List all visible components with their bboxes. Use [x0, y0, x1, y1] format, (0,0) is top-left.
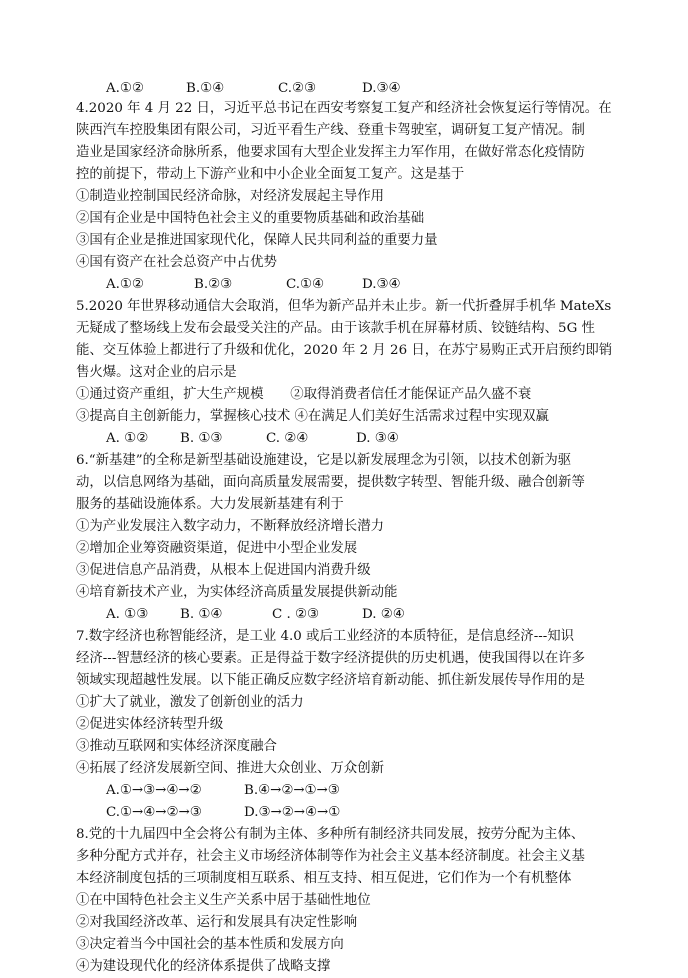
q7-option-b: B.④→②→①→③ — [244, 783, 340, 798]
q4-item: ②国有企业是中国特色社会主义的重要物质基础和政治基础 — [76, 211, 425, 226]
q3-option-a: A.①② — [106, 81, 144, 96]
q6-item: ④培育新技术产业，为实体经济高质量发展提供新动能 — [76, 585, 398, 600]
q4-option-a: A.①② — [106, 277, 144, 292]
q5-stem-line: 能、交互体验上都进行了升级和优化，2020 年 2 月 26 日，在苏宁易购正式开启预约即销 — [76, 343, 613, 358]
q8-item: ③决定着当今中国社会的基本性质和发展方向 — [76, 937, 344, 952]
q7-item: ④拓展了经济发展新空间、推进大众创业、万众创新 — [76, 761, 384, 776]
q6-stem-line: 动，以信息网络为基础，面向高质量发展需要，提供数字转型、智能升级、融合创新等 — [76, 475, 585, 490]
q4-stem-line: 陕西汽车控股集团有限公司，习近平看生产线、登重卡驾驶室，调研复工复产情况。制 — [76, 123, 585, 138]
q6-item: ②增加企业筹资融资渠道，促进中小型企业发展 — [76, 541, 358, 556]
q4-option-c: C.①④ — [286, 277, 325, 292]
q8-item: ④为建设现代化的经济体系提供了战略支撑 — [76, 959, 331, 974]
q4-item: ④国有资产在社会总资产中占优势 — [76, 255, 277, 270]
q5-option-c: C. ②④ — [266, 431, 309, 446]
q6-item: ①为产业发展注入数字动力，不断释放经济增长潜力 — [76, 519, 384, 534]
q7-option-d: D.③→②→④→① — [244, 805, 341, 820]
q8-stem-line: 多种分配方式并存，社会主义市场经济体制等作为社会主义基本经济制度。社会主义基 — [76, 849, 585, 864]
q5-option-b: B. ①③ — [180, 431, 223, 446]
q6-item: ③促进信息产品消费，从根本上促进国内消费升级 — [76, 563, 371, 578]
q4-option-d: D.③④ — [362, 277, 401, 292]
q6-stem-line: 6.“新基建”的全称是新型基础设施建设，它是以新发展理念为引领，以技术创新为驱 — [76, 453, 572, 468]
q4-option-b: B.②③ — [194, 277, 233, 292]
q8-item: ①在中国特色社会主义生产关系中居于基础性地位 — [76, 893, 371, 908]
q7-option-c: C.①→④→②→③ — [106, 805, 202, 820]
q5-item: ③提高自主创新能力，掌握核心技术 ④在满足人们美好生活需求过程中实现双赢 — [76, 409, 549, 424]
q8-stem-line: 8.党的十九届四中全会将公有制为主体、多种所有制经济共同发展，按劳分配为主体、 — [76, 827, 585, 842]
q3-option-c: C.②③ — [278, 81, 317, 96]
q4-stem-line: 造业是国家经济命脉所系，他要求国有大型企业发挥主力军作用，在做好常态化疫情防 — [76, 145, 585, 160]
q6-option-b: B. ①④ — [180, 607, 223, 622]
q7-option-a: A.①→③→④→② — [106, 783, 202, 798]
q7-item: ①扩大了就业，激发了创新创业的活力 — [76, 695, 304, 710]
q6-option-c: C . ②③ — [272, 607, 320, 622]
q8-item: ②对我国经济改革、运行和发展具有决定性影响 — [76, 915, 358, 930]
q7-stem-line: 经济---智慧经济的核心要素。正是得益于数字经济提供的历史机遇，使我国得以在许多 — [76, 651, 586, 666]
q4-stem-line: 4.2020 年 4 月 22 日，习近平总书记在西安考察复工复产和经济社会恢复运行等情况。在 — [76, 101, 612, 116]
q7-stem-line: 7.数字经济也称智能经济，是工业 4.0 或后工业经济的本质特征，是信息经济---知识 — [76, 629, 575, 644]
q6-option-a: A. ①③ — [106, 607, 149, 622]
q6-option-d: D. ②④ — [362, 607, 405, 622]
q7-stem-line: 领域实现超越性发展。以下能正确反应数字经济培育新动能、抓住新发展传导作用的是 — [76, 673, 585, 688]
q5-stem-line: 5.2020 年世界移动通信大会取消，但华为新产品并未止步。新一代折叠屏手机华 MateXs — [76, 299, 612, 314]
q5-option-d: D. ③④ — [356, 431, 399, 446]
q6-stem-line: 服务的基础设施体系。大力发展新基建有利于 — [76, 497, 344, 512]
q4-item: ①制造业控制国民经济命脉，对经济发展起主导作用 — [76, 189, 384, 204]
q5-option-a: A. ①② — [106, 431, 149, 446]
q5-stem-line: 无疑成了整场线上发布会最受关注的产品。由于该款手机在屏幕材质、铰链结构、5G 性 — [76, 321, 595, 336]
q3-option-b: B.①④ — [186, 81, 225, 96]
q7-item: ②促进实体经济转型升级 — [76, 717, 224, 732]
q5-item: ①通过资产重组，扩大生产规模 ②取得消费者信任才能保证产品久盛不衰 — [76, 387, 532, 402]
q3-option-d: D.③④ — [362, 81, 401, 96]
q4-item: ③国有企业是推进国家现代化，保障人民共同利益的重要力量 — [76, 233, 438, 248]
q7-item: ③推动互联网和实体经济深度融合 — [76, 739, 277, 754]
q5-stem-line: 售火爆。这对企业的启示是 — [76, 365, 237, 380]
q4-stem-line: 控的前提下，带动上下游产业和中小企业全面复工复产。这是基于 — [76, 167, 465, 182]
q8-stem-line: 本经济制度包括的三项制度相互联系、相互支持、相互促进，它们作为一个有机整体 — [76, 871, 572, 886]
